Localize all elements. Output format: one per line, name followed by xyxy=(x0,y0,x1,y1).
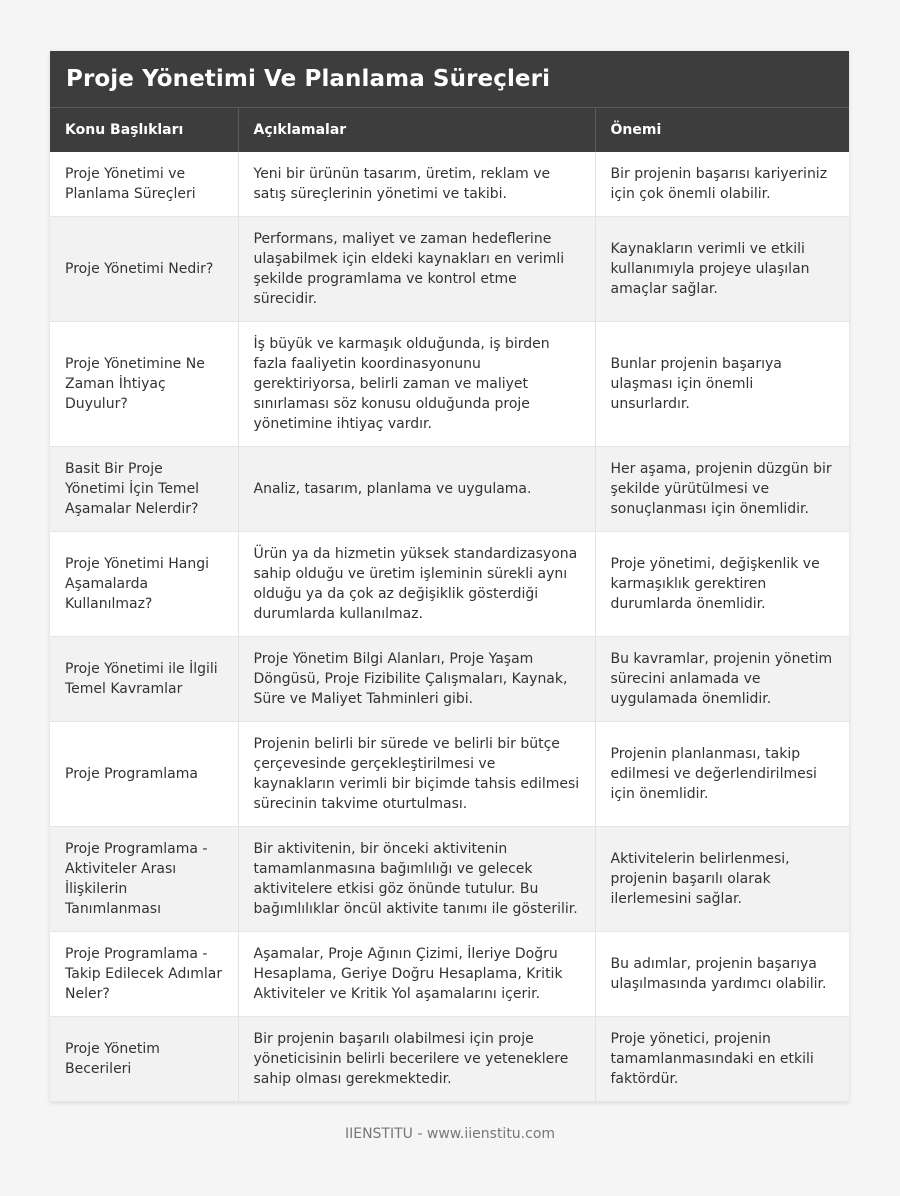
header-topic: Konu Başlıkları xyxy=(50,108,238,152)
cell-topic: Basit Bir Proje Yönetimi İçin Temel Aşamalar Nelerdir? xyxy=(50,447,238,532)
header-description: Açıklamalar xyxy=(238,108,595,152)
table-row xyxy=(50,532,849,637)
title-bar xyxy=(50,51,849,108)
cell-description: İş büyük ve karmaşık olduğunda, iş birden fazla faaliyetin koordinasyonunu gerektiriyorsa, belirli zaman ve maliyet sınırlaması söz konusu olduğunda proje yönetimine ihtiyaç vardır. xyxy=(238,322,595,447)
table-row xyxy=(50,447,849,532)
table-row xyxy=(50,827,849,932)
info-table xyxy=(50,108,849,1102)
table-row xyxy=(50,152,849,217)
cell-importance: Bunlar projenin başarıya ulaşması için önemli unsurlardır. xyxy=(595,322,849,447)
cell-topic: Proje Yönetim Becerileri xyxy=(50,1017,238,1102)
content-table-card xyxy=(50,51,849,1102)
cell-description: Aşamalar, Proje Ağının Çizimi, İleriye Doğru Hesaplama, Geriye Doğru Hesaplama, Kritik Aktiviteler ve Kritik Yol aşamalarını içerir. xyxy=(238,932,595,1017)
cell-topic: Proje Yönetimine Ne Zaman İhtiyaç Duyulur? xyxy=(50,322,238,447)
cell-topic: Proje Yönetimi ve Planlama Süreçleri xyxy=(50,152,238,217)
cell-topic: Proje Yönetimi ile İlgili Temel Kavramlar xyxy=(50,637,238,722)
table-row xyxy=(50,932,849,1017)
header-importance: Önemi xyxy=(595,108,849,152)
cell-importance: Proje yönetici, projenin tamamlanmasındaki en etkili faktördür. xyxy=(595,1017,849,1102)
cell-description: Yeni bir ürünün tasarım, üretim, reklam ve satış süreçlerinin yönetimi ve takibi. xyxy=(238,152,595,217)
cell-description: Bir projenin başarılı olabilmesi için proje yöneticisinin belirli becerilere ve yeteneklere sahip olması gerekmektedir. xyxy=(238,1017,595,1102)
page-title: Proje Yönetimi Ve Planlama Süreçleri xyxy=(66,66,551,92)
footer-credit: IIENSTITU - www.iienstitu.com xyxy=(344,1126,556,1142)
cell-topic: Proje Programlama - Aktiviteler Arası İlişkilerin Tanımlanması xyxy=(50,827,238,932)
cell-description: Projenin belirli bir sürede ve belirli bir bütçe çerçevesinde gerçekleştirilmesi ve kaynakların verimli bir biçimde tahsis edilmesi sürecinin takvime oturtulması. xyxy=(238,722,595,827)
table-row xyxy=(50,322,849,447)
cell-importance: Bu kavramlar, projenin yönetim sürecini anlamada ve uygulamada önemlidir. xyxy=(595,637,849,722)
cell-importance: Bir projenin başarısı kariyeriniz için çok önemli olabilir. xyxy=(595,152,849,217)
cell-topic: Proje Programlama xyxy=(50,722,238,827)
cell-description: Bir aktivitenin, bir önceki aktivitenin tamamlanmasına bağımlılığı ve gelecek aktivitelere etkisi göz önünde tutulur. Bu bağımlılıklar öncül aktivite tanımı ile gösterilir. xyxy=(238,827,595,932)
cell-topic: Proje Programlama - Takip Edilecek Adımlar Neler? xyxy=(50,932,238,1017)
table-header-row xyxy=(50,108,849,152)
table-row xyxy=(50,217,849,322)
cell-importance: Projenin planlanması, takip edilmesi ve değerlendirilmesi için önemlidir. xyxy=(595,722,849,827)
cell-importance: Her aşama, projenin düzgün bir şekilde yürütülmesi ve sonuçlanması için önemlidir. xyxy=(595,447,849,532)
cell-importance: Kaynakların verimli ve etkili kullanımıyla projeye ulaşılan amaçlar sağlar. xyxy=(595,217,849,322)
cell-importance: Aktivitelerin belirlenmesi, projenin başarılı olarak ilerlemesini sağlar. xyxy=(595,827,849,932)
cell-description: Performans, maliyet ve zaman hedeflerine ulaşabilmek için eldeki kaynakları en verimli şekilde programlama ve kontrol etme sürecidir. xyxy=(238,217,595,322)
cell-topic: Proje Yönetimi Hangi Aşamalarda Kullanılmaz? xyxy=(50,532,238,637)
table-row xyxy=(50,637,849,722)
cell-importance: Proje yönetimi, değişkenlik ve karmaşıklık gerektiren durumlarda önemlidir. xyxy=(595,532,849,637)
cell-description: Proje Yönetim Bilgi Alanları, Proje Yaşam Döngüsü, Proje Fizibilite Çalışmaları, Kaynak, Süre ve Maliyet Tahminleri gibi. xyxy=(238,637,595,722)
cell-topic: Proje Yönetimi Nedir? xyxy=(50,217,238,322)
table-row xyxy=(50,1017,849,1102)
cell-description: Analiz, tasarım, planlama ve uygulama. xyxy=(238,447,595,532)
cell-importance: Bu adımlar, projenin başarıya ulaşılmasında yardımcı olabilir. xyxy=(595,932,849,1017)
table-row xyxy=(50,722,849,827)
cell-description: Ürün ya da hizmetin yüksek standardizasyona sahip olduğu ve üretim işleminin sürekli aynı olduğu ya da çok az değişiklik gösterdiği durumlarda kullanılmaz. xyxy=(238,532,595,637)
